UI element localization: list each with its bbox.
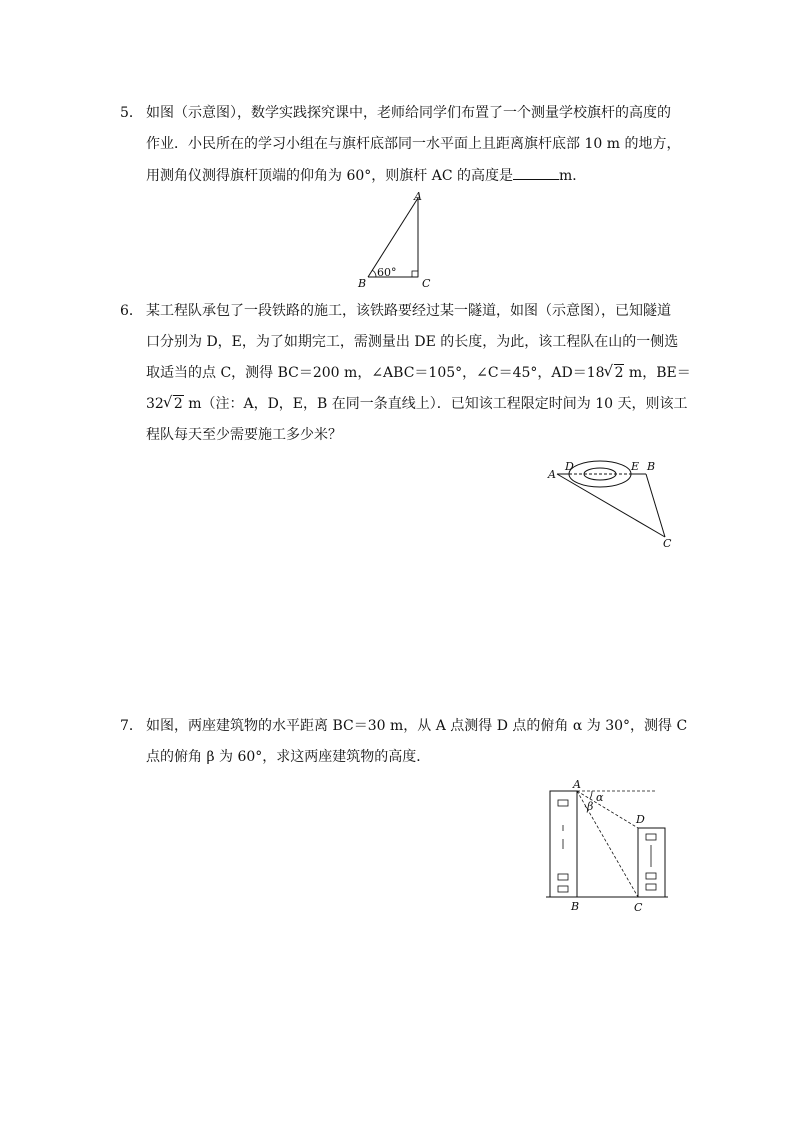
q5-label-b: B [358, 277, 367, 290]
q5-label-a: A [414, 190, 422, 203]
q7-angle-alpha-arc [590, 791, 592, 799]
q5-line-3-text: 用测角仪测得旗杆顶端的仰角为 60°，则旗杆 AC 的高度是 [146, 168, 513, 184]
q6-label-c: C [663, 537, 672, 550]
q5-label-c: C [422, 277, 431, 290]
q5-line-2: 作业．小民所在的学习小组在与旗杆底部同一水平面上且距离旗杆底部 10 m 的地方， [146, 136, 681, 152]
q7-label-b: B [571, 900, 580, 913]
q5-line-3-unit: m． [559, 168, 587, 184]
q7-window [558, 886, 568, 892]
q7-label-beta: β [587, 800, 594, 813]
q7-figure [540, 775, 675, 915]
q5-figure [350, 190, 440, 290]
q7-window [558, 874, 568, 880]
q7-window [646, 884, 656, 890]
q6-line-4-coef: 32 [146, 396, 164, 412]
q6-line-3 [146, 363, 691, 383]
q7-window [646, 834, 656, 840]
q6-sqrt-ad [605, 363, 625, 383]
answer-blank [513, 165, 559, 180]
q5-line-3 [146, 165, 586, 186]
q6-label-a: A [548, 468, 556, 481]
q6-label-d: D [565, 460, 574, 473]
q7-label-c: C [634, 901, 643, 914]
q7-label-alpha: α [596, 791, 604, 804]
q6-number: 6． [120, 303, 143, 319]
q6-sqrt-be [164, 394, 184, 414]
q7-line-2: 点的俯角 β 为 60°，求这两座建筑物的高度． [146, 749, 431, 765]
q5-right-angle-mark [412, 271, 418, 277]
q6-figure [545, 455, 680, 550]
q7-number: 7． [120, 718, 143, 734]
q6-line-3-tail: m，BE＝ [624, 365, 691, 381]
q6-line-4-text: m（注：A，D，E，B 在同一条直线上）．已知该工程限定时间为 10 天，则该工 [183, 396, 688, 412]
q5-line-1: 如图（示意图），数学实践探究课中，老师给同学们布置了一个测量学校旗杆的高度的 [146, 105, 671, 121]
q6-sqrt-ad-radicand: 2 [614, 365, 624, 381]
q6-label-e: E [631, 460, 640, 473]
q7-line-1: 如图，两座建筑物的水平距离 BC＝30 m，从 A 点测得 D 点的俯角 α 为 30°，测得 C [146, 718, 688, 734]
q6-line-3-text: 取适当的点 C，测得 BC＝200 m，∠ABC＝105°，∠C＝45°，AD＝18 [146, 365, 605, 381]
q7-building-cd [638, 828, 665, 897]
q7-window [646, 873, 656, 879]
q6-line-1: 某工程队承包了一段铁路的施工，该铁路要经过某一隧道，如图（示意图），已知隧道 [146, 303, 671, 319]
q7-label-d: D [636, 813, 645, 826]
q6-line-4 [146, 394, 687, 414]
q5-number: 5． [120, 105, 143, 121]
q6-label-b: B [647, 460, 656, 473]
q6-line-5: 程队每天至少需要施工多少米？ [146, 427, 342, 443]
q7-label-a: A [573, 778, 581, 791]
q6-line-2: 口分别为 D，E，为了如期完工，需测量出 DE 的长度，为此，该工程队在山的一侧选 [146, 334, 679, 350]
q6-sqrt-be-radicand: 2 [173, 396, 183, 412]
q7-window [558, 800, 568, 806]
q5-angle-label: 60° [377, 266, 397, 279]
q5-angle-arc [372, 270, 376, 277]
q7-building-ab [550, 791, 577, 897]
